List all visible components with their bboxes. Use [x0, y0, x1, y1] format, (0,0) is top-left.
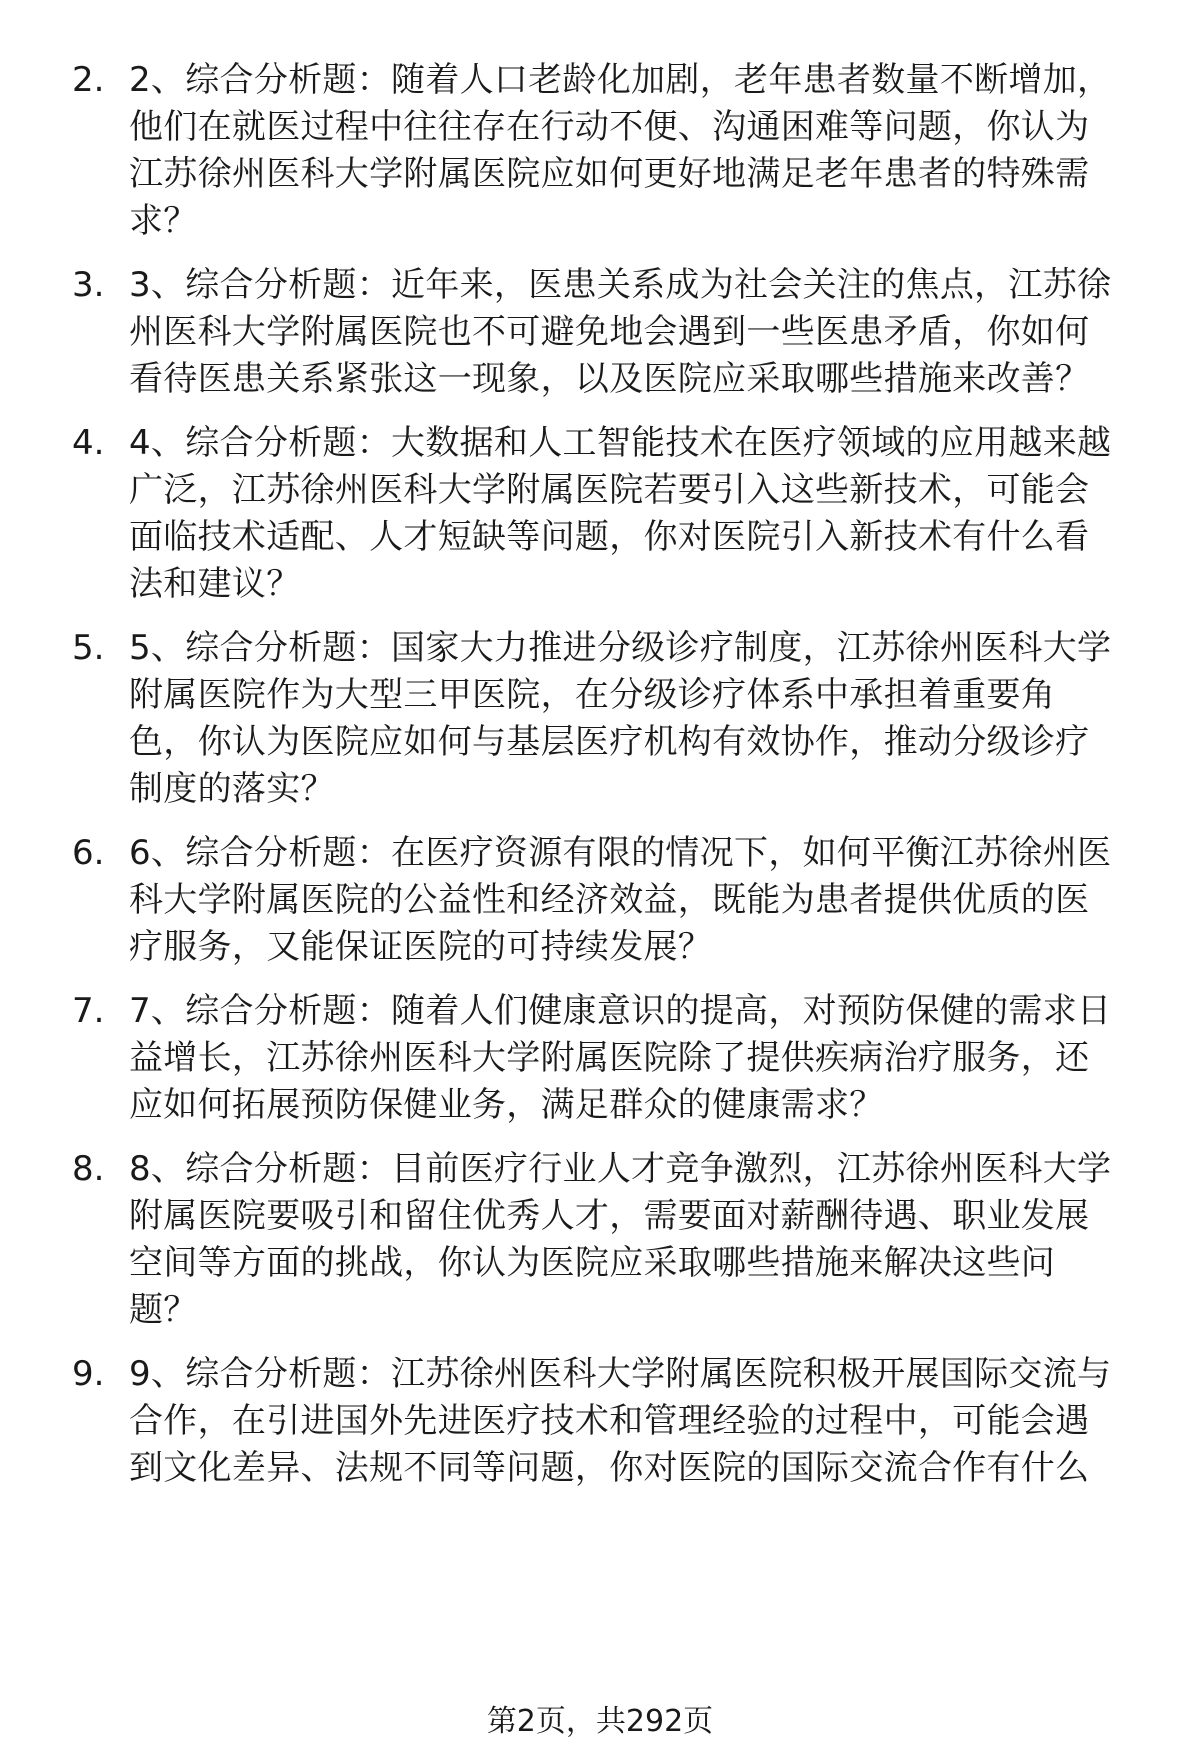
question-line: 到文化差异、法规不同等问题，你对医院的国际交流合作有什么: [129, 1448, 1090, 1488]
question-text: [129, 625, 1164, 813]
question-line: 空间等方面的挑战，你认为医院应采取哪些措施来解决这些问: [129, 1243, 1056, 1283]
question-text: [129, 262, 1164, 403]
question-line: 7、综合分析题：随着人们健康意识的提高，对预防保健的需求日: [129, 991, 1112, 1031]
question-line: 题？: [129, 1290, 198, 1330]
question-number: 3.: [72, 265, 105, 305]
question-text: [129, 1146, 1164, 1334]
question-number: 4.: [72, 423, 105, 463]
question-number: 5.: [72, 628, 105, 668]
question-number: 8.: [72, 1149, 105, 1189]
question-line: 广泛，江苏徐州医科大学附属医院若要引入这些新技术，可能会: [129, 470, 1090, 510]
question-line: 疗服务，又能保证医院的可持续发展？: [129, 927, 713, 967]
question-number: 7.: [72, 991, 105, 1031]
question-line: 他们在就医过程中往往存在行动不便、沟通困难等问题，你认为: [129, 107, 1090, 147]
question-line: 面临技术适配、人才短缺等问题，你对医院引入新技术有什么看: [129, 517, 1090, 557]
question-line: 益增长，江苏徐州医科大学附属医院除了提供疾病治疗服务，还: [129, 1038, 1090, 1078]
question-line: 附属医院要吸引和留住优秀人才，需要面对薪酬待遇、职业发展: [129, 1196, 1090, 1236]
question-line: 2、综合分析题：随着人口老龄化加剧，老年患者数量不断增加，: [129, 60, 1112, 100]
question-line: 附属医院作为大型三甲医院，在分级诊疗体系中承担着重要角: [129, 675, 1056, 715]
question-text: [129, 830, 1164, 971]
question-line: 科大学附属医院的公益性和经济效益，既能为患者提供优质的医: [129, 880, 1090, 920]
question-line: 法和建议？: [129, 564, 301, 604]
page-footer: 第2页，共292页: [486, 1704, 714, 1739]
question-number: 6.: [72, 833, 105, 873]
question-line: 州医科大学附属医院也不可避免地会遇到一些医患矛盾，你如何: [129, 312, 1090, 352]
question-line: 3、综合分析题：近年来，医患关系成为社会关注的焦点，江苏徐: [129, 265, 1112, 305]
question-text: [129, 420, 1164, 608]
question-text: [129, 57, 1164, 245]
question-line: 9、综合分析题：江苏徐州医科大学附属医院积极开展国际交流与: [129, 1354, 1112, 1394]
question-line: 合作，在引进国外先进医疗技术和管理经验的过程中，可能会遇: [129, 1401, 1090, 1441]
question-line: 8、综合分析题：目前医疗行业人才竞争激烈，江苏徐州医科大学: [129, 1149, 1112, 1189]
question-text: [129, 1351, 1164, 1492]
question-number: 9.: [72, 1354, 105, 1394]
question-line: 4、综合分析题：大数据和人工智能技术在医疗领域的应用越来越: [129, 423, 1112, 463]
question-line: 5、综合分析题：国家大力推进分级诊疗制度，江苏徐州医科大学: [129, 628, 1112, 668]
question-text: [129, 988, 1164, 1129]
question-line: 应如何拓展预防保健业务，满足群众的健康需求？: [129, 1085, 884, 1125]
question-line: 6、综合分析题：在医疗资源有限的情况下，如何平衡江苏徐州医: [129, 833, 1112, 873]
question-line: 江苏徐州医科大学附属医院应如何更好地满足老年患者的特殊需: [129, 154, 1090, 194]
question-line: 制度的落实？: [129, 769, 335, 809]
question-number: 2.: [72, 60, 105, 100]
question-line: 色，你认为医院应如何与基层医疗机构有效协作，推动分级诊疗: [129, 722, 1090, 762]
question-line: 求？: [129, 201, 198, 241]
question-line: 看待医患关系紧张这一现象，以及医院应采取哪些措施来改善？: [129, 359, 1090, 399]
